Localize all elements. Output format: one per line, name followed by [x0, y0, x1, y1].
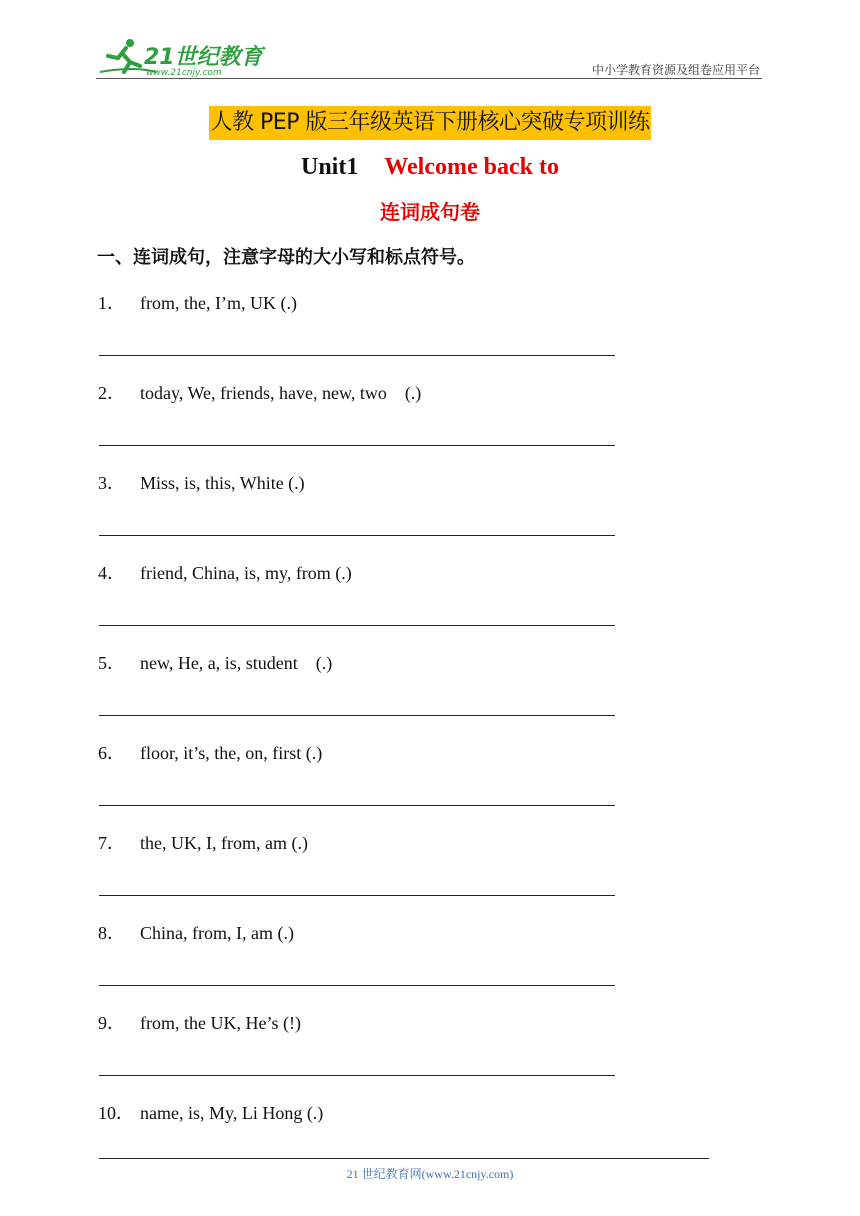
- question-number: 8．: [98, 923, 125, 943]
- svg-text:21世纪教育: 21世纪教育: [144, 45, 263, 70]
- question-item: [98, 1011, 301, 1035]
- question-number: 5．: [98, 653, 125, 673]
- question-item: [98, 1101, 323, 1125]
- footer-text: 21 世纪教育网(www.21cnjy.com): [346, 1167, 514, 1181]
- question-item: [98, 651, 332, 675]
- section-instruction: 一、连词成句，注意字母的大小写和标点符号。: [97, 247, 475, 268]
- question-text: China, from, I, am (.): [140, 923, 294, 943]
- question-number: 4．: [98, 563, 125, 583]
- platform-tagline: 中小学教育资源及组卷应用平台: [591, 63, 760, 77]
- answer-line[interactable]: [99, 355, 615, 356]
- worksheet-title: 人教 PEP 版三年级英语下册核心突破专项训练: [209, 106, 652, 140]
- question-item: [98, 921, 294, 945]
- question-number: 2．: [98, 383, 125, 403]
- unit-heading: [0, 152, 860, 182]
- question-number: 6．: [98, 743, 125, 763]
- answer-line[interactable]: [99, 805, 615, 806]
- question-text: the, UK, I, from, am (.): [140, 833, 308, 853]
- question-text: from, the, I’m, UK (.): [140, 293, 297, 313]
- footer-divider: [99, 1158, 709, 1159]
- question-number: 3．: [98, 473, 125, 493]
- question-number: 10．: [98, 1103, 134, 1123]
- question-item: [98, 741, 322, 765]
- unit-name: Welcome back to: [384, 154, 559, 180]
- question-item: [98, 561, 352, 585]
- title-container: [0, 106, 860, 140]
- answer-line[interactable]: [99, 715, 615, 716]
- unit-label: Unit1: [301, 154, 359, 180]
- header-divider: [96, 78, 762, 79]
- runner-logo-icon: [96, 36, 266, 80]
- question-text: today, We, friends, have, new, two (.): [140, 383, 422, 403]
- question-text: friend, China, is, my, from (.): [140, 563, 352, 583]
- answer-line[interactable]: [99, 535, 615, 536]
- question-item: [98, 291, 297, 315]
- question-text: name, is, My, Li Hong (.): [140, 1103, 324, 1123]
- question-item: [98, 831, 308, 855]
- site-logo: [96, 36, 266, 80]
- answer-line[interactable]: [99, 1075, 615, 1076]
- answer-line[interactable]: [99, 895, 615, 896]
- question-text: floor, it’s, the, on, first (.): [140, 743, 323, 763]
- answer-line[interactable]: [99, 985, 615, 986]
- svg-text:www.21cnjy.com: www.21cnjy.com: [146, 68, 222, 78]
- answer-line[interactable]: [99, 445, 615, 446]
- question-number: 1．: [98, 293, 125, 313]
- answer-line[interactable]: [99, 625, 615, 626]
- question-text: Miss, is, this, White (.): [140, 473, 305, 493]
- question-item: [98, 471, 305, 495]
- worksheet-subtitle: 连词成句卷: [380, 200, 480, 224]
- question-item: [98, 381, 421, 405]
- question-number: 9．: [98, 1013, 125, 1033]
- question-number: 7．: [98, 833, 125, 853]
- question-text: new, He, a, is, student (.): [140, 653, 333, 673]
- question-text: from, the UK, He’s (!): [140, 1013, 301, 1033]
